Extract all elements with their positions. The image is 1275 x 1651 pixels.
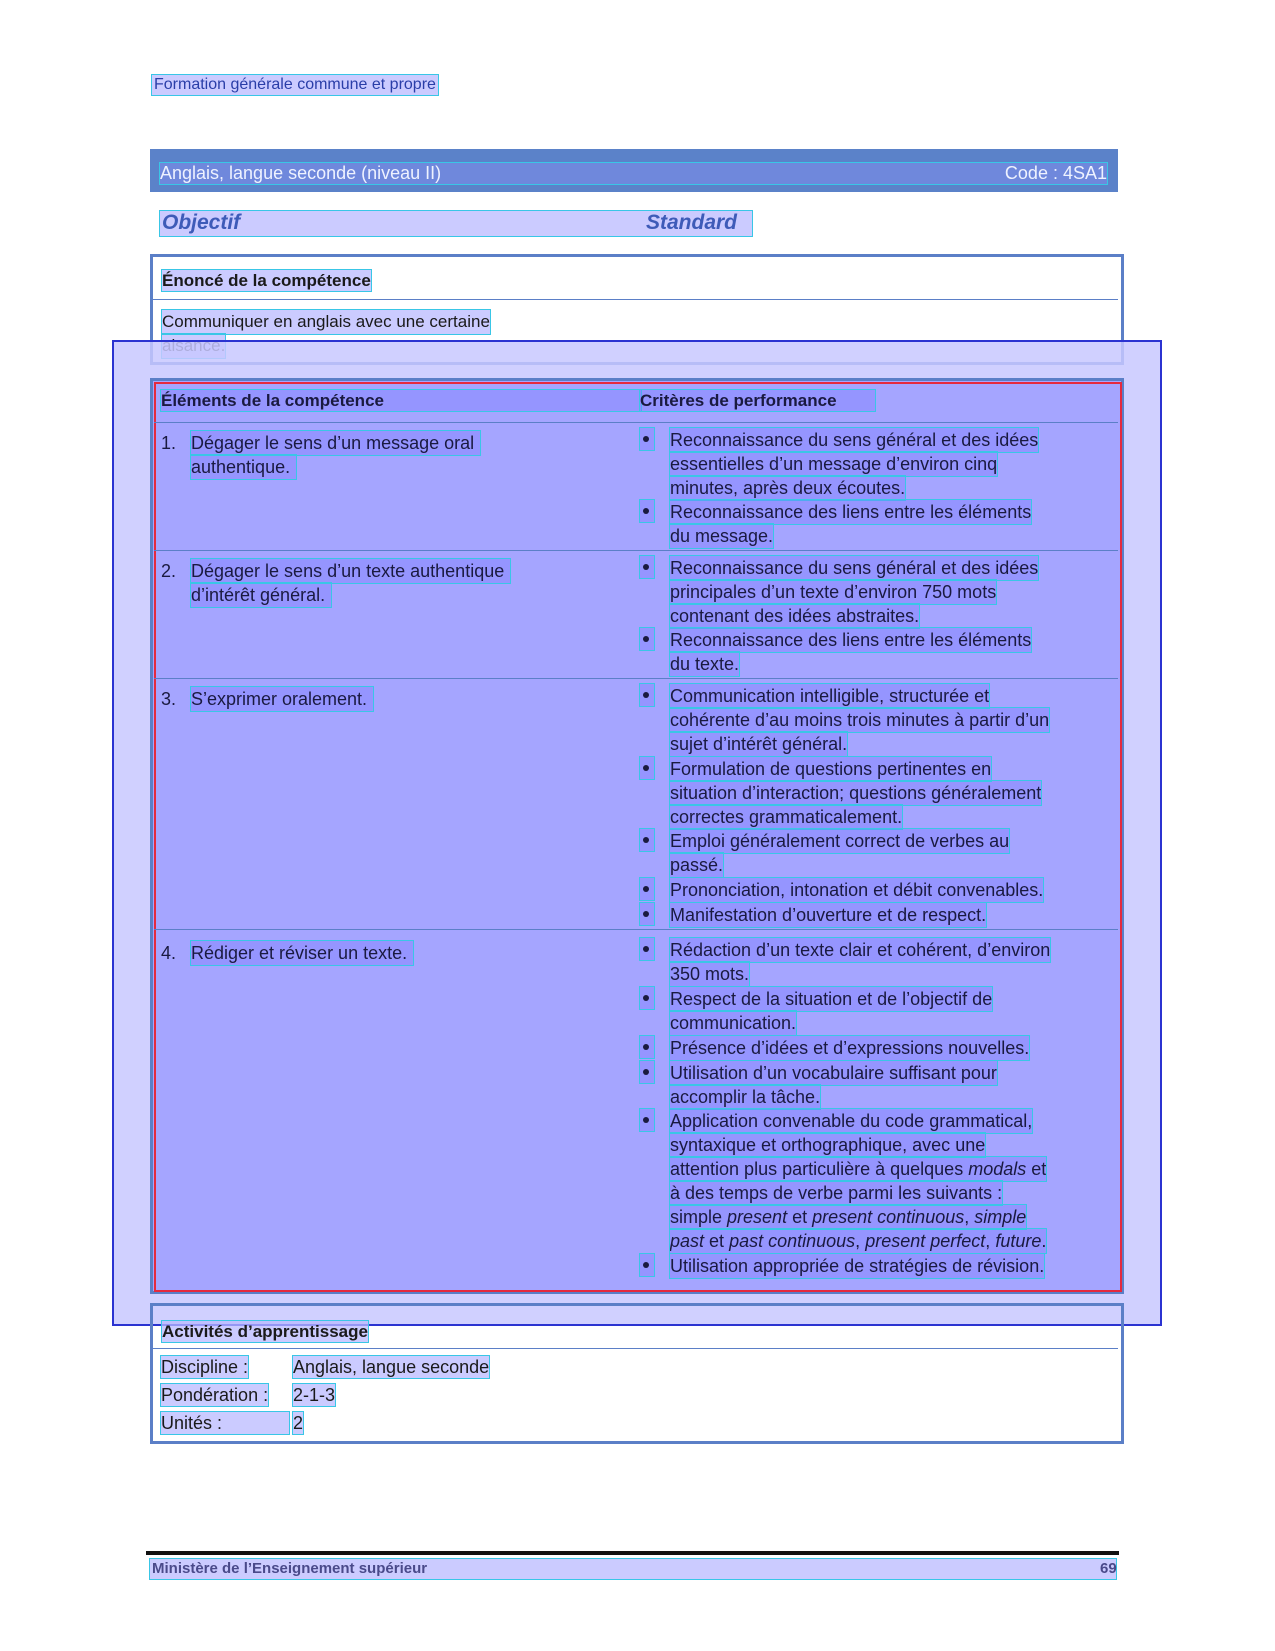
criterion-line: Utilisation d’un vocabulaire suffisant pour: [670, 1063, 997, 1083]
bullet-icon: [640, 428, 654, 450]
criterion-line: syntaxique et orthographique, avec une: [670, 1135, 986, 1155]
objectif-standard-strip: [160, 211, 752, 236]
enonce-heading: Énoncé de la compétence: [162, 271, 371, 290]
element-row-4: [161, 941, 641, 965]
activites-heading: Activités d’apprentissage: [162, 1322, 368, 1341]
criterion-line: Manifestation d’ouverture et de respect.: [670, 905, 987, 925]
criterion-line: [670, 1229, 1046, 1253]
bullet-icon: [640, 1036, 654, 1058]
bullet-icon: [640, 938, 654, 960]
running-header: Formation générale commune et propre: [154, 76, 436, 93]
element-number: 1.: [161, 433, 177, 453]
element-line: Rédiger et réviser un texte.: [191, 941, 413, 965]
criterion-fragment-italic: modals: [968, 1159, 1027, 1179]
col-head-elements: Éléments de la compétence: [161, 390, 641, 411]
criterion-fragment: et: [792, 1207, 808, 1227]
bullet-icon: [640, 684, 654, 706]
element-line: Dégager le sens d’un message oral: [191, 431, 480, 455]
criterion-line: Respect de la situation et de l’objectif de: [670, 989, 993, 1009]
criterion-line: Reconnaissance du sens général et des idées: [670, 558, 1039, 578]
bullet-icon: [640, 1254, 654, 1276]
criterion-line: Formulation de questions pertinentes en: [670, 759, 992, 779]
criterion-line: essentielles d’un message d’environ cinq: [670, 454, 998, 474]
criterion-line: Communication intelligible, structurée et: [670, 686, 990, 706]
criterion-fragment: .: [1041, 1231, 1047, 1251]
element-number: 2.: [161, 561, 177, 581]
criterion-line: [670, 1205, 1026, 1229]
criterion-fragment: simple: [670, 1207, 723, 1227]
discipline-row: [161, 1356, 521, 1378]
course-title-row: [160, 163, 1107, 184]
element-row-1: [161, 431, 641, 479]
bullet-icon: [640, 1061, 654, 1083]
footer-ministry: Ministère de l’Enseignement supérieur: [152, 1560, 428, 1577]
element-row-3: [161, 687, 641, 711]
criterion-line: sujet d’intérêt général.: [670, 734, 848, 754]
criterion-line: Emploi généralement correct de verbes au: [670, 831, 1010, 851]
criterion-line: communication.: [670, 1013, 797, 1033]
criterion-line: [670, 1157, 1046, 1181]
criterion-line: Rédaction d’un texte clair et cohérent, d’environ: [670, 940, 1051, 960]
criterion-fragment-italic: past: [670, 1231, 705, 1251]
criterion-line: Reconnaissance du sens général et des idées: [670, 430, 1039, 450]
objectif-label: Objectif: [162, 211, 241, 234]
criterion-fragment: et: [709, 1231, 725, 1251]
criterion-line: 350 mots.: [670, 964, 750, 984]
bullet-icon: [640, 829, 654, 851]
criterion-line: minutes, après deux écoutes.: [670, 478, 906, 498]
criterion-line: Présence d’idées et d’expressions nouvelles.: [670, 1038, 1030, 1058]
table-divider: [154, 422, 1118, 423]
criterion-fragment-italic: present: [727, 1207, 788, 1227]
footer-rule: [146, 1551, 1119, 1555]
unites-label: Unités :: [161, 1412, 289, 1434]
criterion-line: Application convenable du code grammatical,: [670, 1111, 1033, 1131]
col-head-criteres: Critères de performance: [640, 390, 875, 411]
criterion-fragment-italic: present continuous: [812, 1207, 965, 1227]
criterion-line: situation d’interaction; questions généralement: [670, 783, 1042, 803]
bullet-icon: [640, 903, 654, 925]
criterion-line: Reconnaissance des liens entre les éléments: [670, 630, 1032, 650]
criterion-fragment: ,: [855, 1231, 861, 1251]
criterion-fragment-italic: future: [995, 1231, 1042, 1251]
bullet-icon: [640, 1109, 654, 1131]
criterion-line: correctes grammaticalement.: [670, 807, 903, 827]
bullet-icon: [640, 500, 654, 522]
element-line: d’intérêt général.: [191, 583, 331, 607]
element-number: 3.: [161, 689, 177, 709]
criterion-line: à des temps de verbe parmi les suivants :: [670, 1183, 1003, 1203]
page-number: 69: [1100, 1560, 1117, 1577]
criterion-line: cohérente d’au moins trois minutes à partir d’un: [670, 710, 1050, 730]
ponderation-label: Pondération :: [161, 1385, 269, 1405]
table-divider: [154, 678, 1118, 679]
criterion-line: Reconnaissance des liens entre les éléments: [670, 502, 1032, 522]
criterion-line: accomplir la tâche.: [670, 1087, 821, 1107]
bullet-icon: [640, 878, 654, 900]
ponderation-row: [161, 1384, 521, 1406]
element-row-2: [161, 559, 641, 607]
element-number: 4.: [161, 943, 177, 963]
criterion-line: Prononciation, intonation et débit convenables.: [670, 880, 1044, 900]
bullet-icon: [640, 556, 654, 578]
bullet-icon: [640, 628, 654, 650]
ponderation-value: 2-1-3: [293, 1385, 336, 1405]
element-line: S’exprimer oralement.: [191, 687, 373, 711]
criterion-line: du texte.: [670, 654, 740, 674]
criterion-line: principales d’un texte d’environ 750 mots: [670, 582, 997, 602]
unites-row: [161, 1412, 521, 1434]
element-line: Dégager le sens d’un texte authentique: [191, 559, 510, 583]
criterion-line: du message.: [670, 526, 774, 546]
criterion-fragment: ,: [964, 1207, 970, 1227]
criterion-fragment: et: [1031, 1159, 1047, 1179]
enonce-line: Communiquer en anglais avec une certaine: [162, 310, 490, 334]
course-code: Code : 4SA1: [1004, 163, 1107, 183]
table-divider: [154, 929, 1118, 930]
criterion-fragment-italic: past continuous: [729, 1231, 856, 1251]
criterion-line: passé.: [670, 855, 724, 875]
activites-divider: [153, 1348, 1118, 1349]
criterion-fragment: attention plus particulière à quelques: [670, 1159, 964, 1179]
bullet-icon: [640, 757, 654, 779]
unites-value: 2: [293, 1413, 304, 1433]
bullet-icon: [640, 987, 654, 1009]
standard-label: Standard: [646, 211, 738, 234]
criterion-line: contenant des idées abstraites.: [670, 606, 920, 626]
enonce-divider: [153, 299, 1118, 300]
criterion-fragment-italic: present perfect: [865, 1231, 986, 1251]
criterion-line: Utilisation appropriée de stratégies de révision.: [670, 1256, 1045, 1276]
discipline-label: Discipline :: [161, 1357, 249, 1377]
table-divider: [154, 550, 1118, 551]
element-line: authentique.: [191, 455, 296, 479]
criterion-fragment-italic: simple: [974, 1207, 1027, 1227]
discipline-value: Anglais, langue seconde: [293, 1357, 490, 1377]
course-name: Anglais, langue seconde (niveau II): [160, 163, 442, 183]
criterion-fragment: ,: [985, 1231, 991, 1251]
